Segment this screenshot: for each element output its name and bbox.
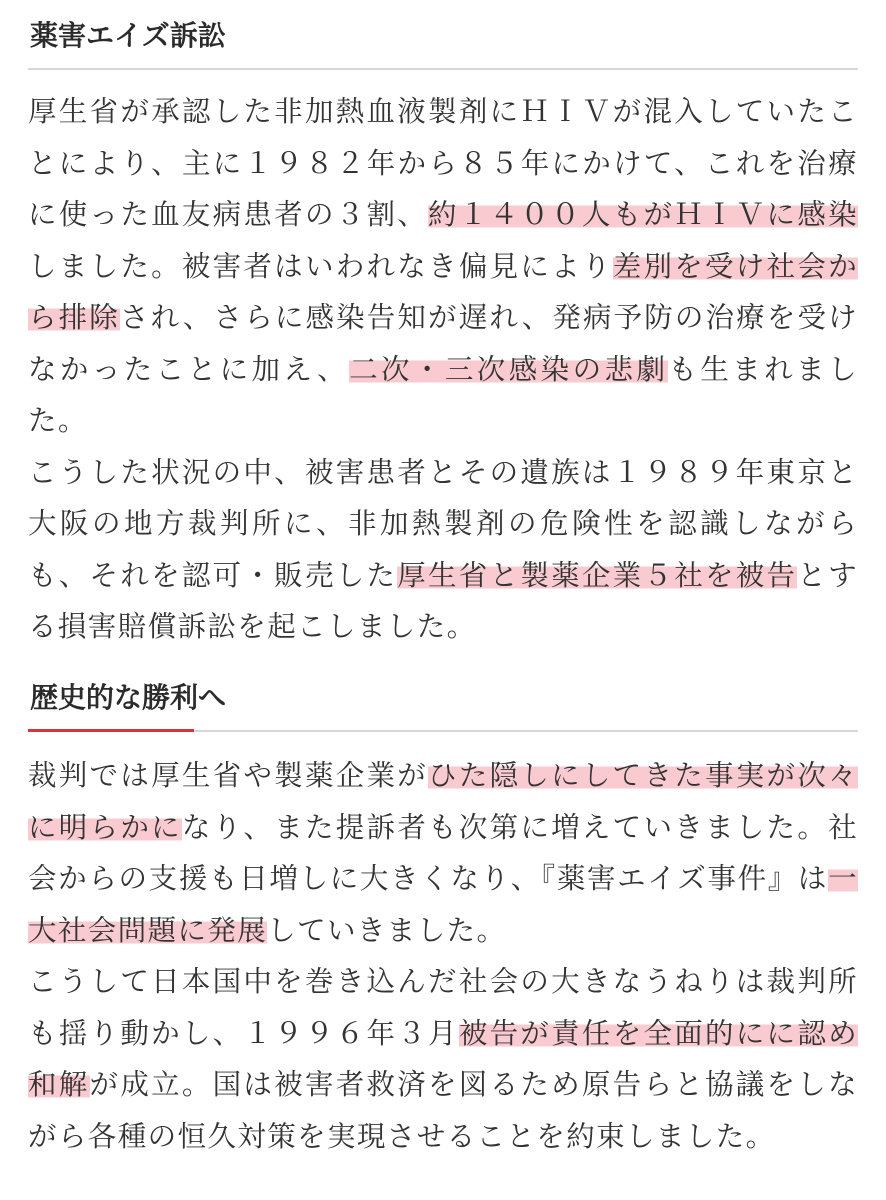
highlighted-phrase: 一大社会問題に発展	[28, 862, 858, 947]
paragraph	[28, 956, 858, 1162]
highlighted-phrase: 約１４００人もがＨＩＶに感染	[428, 198, 858, 231]
text-run: 裁判では厚生省や製薬企業が	[28, 759, 429, 792]
paragraph	[28, 447, 858, 653]
text-run: なり、また提訴者も次第に増えていきました。社会からの支援も日増しに大きくなり、『薬害エイズ事件』は	[28, 810, 858, 895]
heading-divider	[28, 68, 858, 70]
text-run: しました。被害者はいわれなき偏見により	[28, 249, 613, 283]
text-run: も生まれました。	[28, 352, 858, 437]
text-run: が成立。国は被害者救済を図るため原告らと協議をしながら各種の恒久対策を実現させることを約束しました。	[28, 1068, 858, 1153]
paragraph	[28, 750, 858, 956]
highlighted-phrase: ひた隠しにしてきた事実が次々に明らかに	[28, 759, 858, 844]
highlighted-phrase: 被告が責任を全面的にに認め和解	[28, 1016, 859, 1101]
text-run: され、さらに感染告知が遅れ、発病予防の治療を受けなかったことに加え、	[28, 301, 859, 386]
section-body	[28, 86, 858, 653]
section-heading: 薬害エイズ訴訟	[30, 19, 226, 52]
heading-accent-bar	[28, 729, 194, 732]
heading-divider	[28, 730, 858, 732]
highlighted-phrase: 二次・三次感染の悲劇	[349, 352, 669, 386]
section-heading: 歴史的な勝利へ	[30, 681, 227, 714]
highlighted-phrase: 厚生省と製薬企業５社を被告	[397, 558, 798, 592]
highlighted-phrase: 差別を受け社会から排除	[28, 249, 858, 334]
text-run: 厚生省が承認した非加熱血液製剤にＨＩＶが混入していたことにより、主に１９８２年から８５年にかけて、これを治療に使った血友病患者の３割、	[28, 95, 858, 231]
text-run: とする損害賠償訴訟を起こしました。	[28, 558, 858, 643]
text-run: していきました。	[267, 913, 507, 947]
text-run: こうして日本国中を巻き込んだ社会の大きなうねりは裁判所も揺り動かし、１９９６年３月	[28, 965, 858, 1050]
section-body	[28, 750, 858, 1162]
section-lawsuit	[28, 18, 858, 653]
paragraph	[28, 86, 858, 447]
text-run: こうした状況の中、被害患者とその遺族は１９８９年東京と大阪の地方裁判所に、非加熱製剤の危険性を認識しながらも、それを認可・販売した	[28, 455, 858, 592]
section-victory	[28, 680, 858, 1162]
